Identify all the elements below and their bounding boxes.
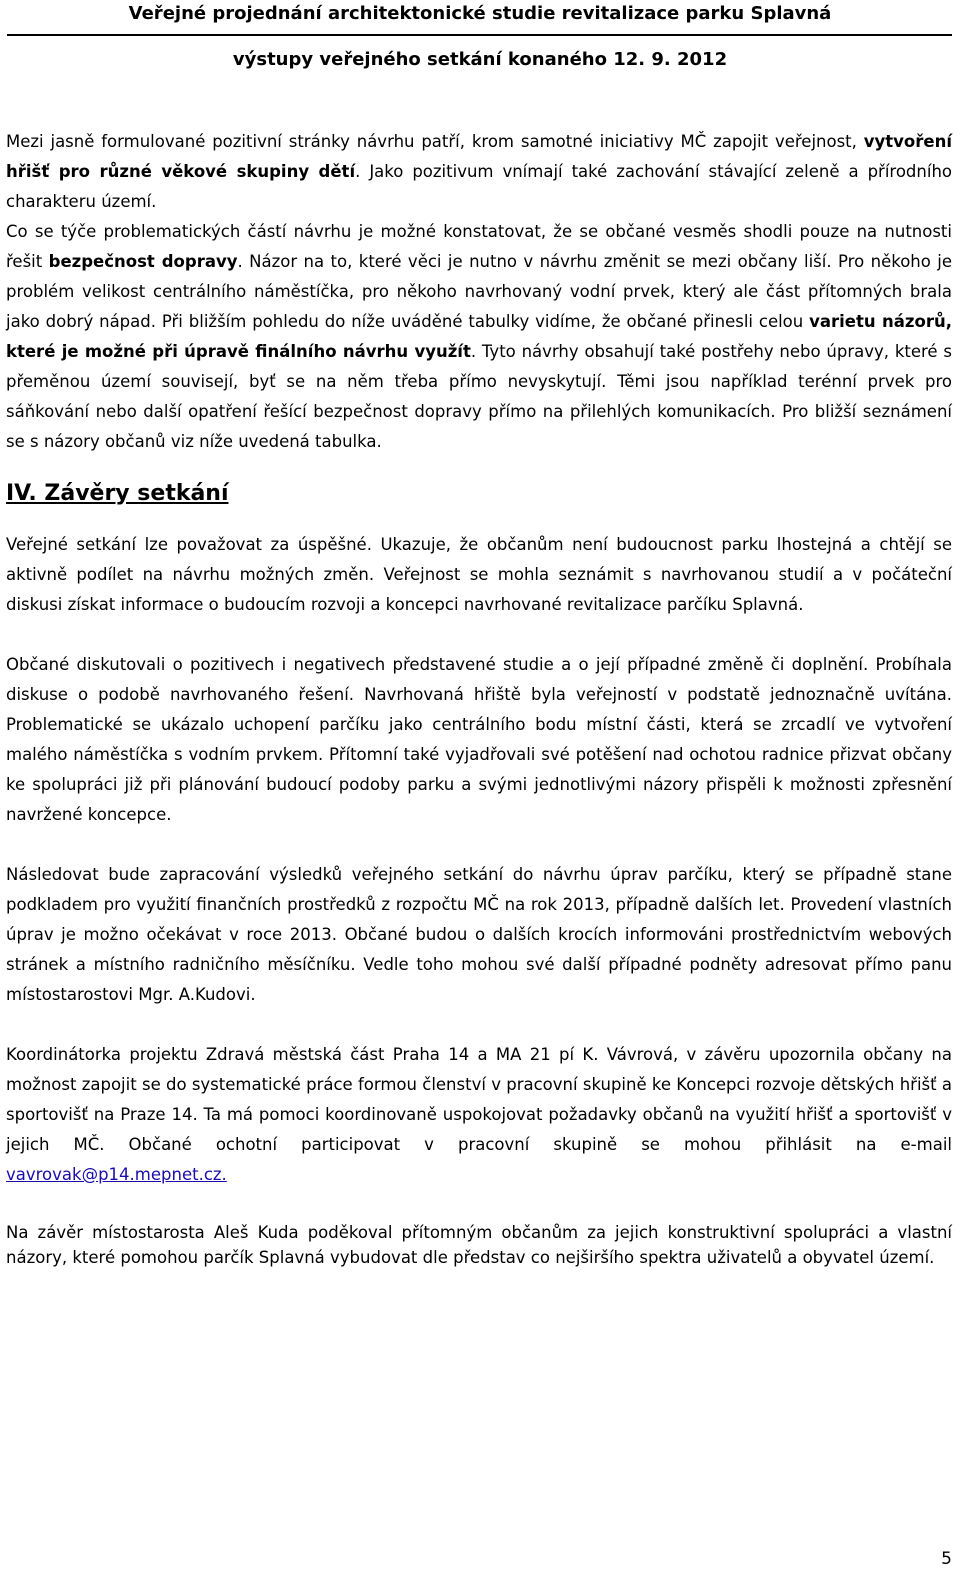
bold-text: bezpečnost dopravy xyxy=(48,252,238,271)
document-body xyxy=(6,127,952,1270)
paragraph-discussion: Občané diskutovali o pozitivech i negativech představené studie a o její případné změně či doplnění. Probíhala diskuse o podobě navrhovaného řešení. Navrhovaná hřiště byla veřejností v podstatě jednoznačně uvítána. Problematické se ukázalo uchopení parčíku jako centrálního bodu místní části, která se zrcadlí ve vytvoření malého náměstíčka s vodním prvkem. Přítomní také vyjadřovali své potěšení nad ochotou radnice přizvat občany ke spolupráci již při plánování budoucí podoby parku a svými jednotlivými názory přispěli k možnosti zpřesnění navržené koncepce. xyxy=(6,655,952,824)
paragraph-gap xyxy=(6,620,952,650)
paragraph-gap xyxy=(6,830,952,860)
paragraph-problems xyxy=(6,217,952,457)
text-span: . Jako pozitivum vnímají také zachování stávající zeleně a přírodního charakteru území. xyxy=(6,162,952,211)
section-heading: IV. Závěry setkání xyxy=(6,481,229,506)
page-number: 5 xyxy=(941,1549,952,1569)
paragraph-next-steps: Následovat bude zapracování výsledků veřejného setkání do návrhu úprav parčíku, který se případně stane podkladem pro využití finančních prostředků z rozpočtu MČ na rok 2013, případně dalších let. Provedení vlastních úprav je možno očekávat v roce 2013. Občané budou o dalších krocích informováni prostřednictvím webových stránek a místního radničního měsíčníku. Vedle toho mohou své další případné podněty adresovat přímo panu místostarostovi Mgr. A.Kudovi. xyxy=(6,865,952,1004)
bold-text: varietu názorů, které je možné při úpravě finálního návrhu využít xyxy=(6,312,952,361)
paragraph-coordinator xyxy=(6,1040,952,1190)
paragraph-gap xyxy=(6,1010,952,1040)
paragraph-positives xyxy=(6,127,952,217)
email-link[interactable]: vavrovak@p14.mepnet.cz. xyxy=(6,1165,227,1184)
text-span: Co se týče problematických částí návrhu je možné konstatovat, že se občané vesměs shodli pouze na nutnosti řešit xyxy=(6,222,952,271)
document-title: Veřejné projednání architektonické studie revitalizace parku Splavná xyxy=(128,3,832,24)
text-span: . Názor na to, které věci je nutno v návrhu změnit se mezi občany liší. Pro někoho je problém velikost centrálního náměstíčka, pro někoho navrhovaný vodní prvek, který ale část přítomných brala jako dobrý nápad. Při bližším pohledu do níže uváděné tabulky vidíme, že občané přinesli celou xyxy=(6,252,952,331)
text-span: Koordinátorka projektu Zdravá městská část Praha 14 a MA 21 pí K. Vávrová, v závěru upozornila občany na možnost zapojit se do systematické práce formou členství v pracovní skupině ke Koncepci rozvoje dětských hřišť a sportovišť na Praze 14. Ta má pomoci koordinovaně uspokojovat požadavky občanů na využití hřišť a sportovišť v jejich MČ. Občané ochotní participovat v pracovní skupině se mohou přihlásit na e-mail xyxy=(6,1045,952,1154)
text-span: Mezi jasně formulované pozitivní stránky návrhu patří, krom samotné iniciativy MČ zapojit veřejnost, xyxy=(6,132,864,151)
text-span: . Tyto návrhy obsahují také postřehy nebo úpravy, které s přeměnou území souvisejí, byť se na něm třeba přímo nevyskytují. Těmi jsou například terénní prvek pro sáňkování nebo další opatření řešící bezpečnost dopravy přímo na přilehlých komunikacích. Pro bližší seznámení se s názory občanů viz níže uvedená tabulka. xyxy=(6,342,952,451)
document-subtitle: výstupy veřejného setkání konaného 12. 9. 2012 xyxy=(232,49,728,70)
paragraph-closing: Na závěr místostarosta Aleš Kuda poděkoval přítomným občanům za jejich konstruktivní spolupráci a vlastní názory, které pomohou parčík Splavná vybudovat dle představ co nejširšího spektra uživatelů a obyvatel území. xyxy=(6,1223,952,1267)
paragraph-success: Veřejné setkání lze považovat za úspěšné. Ukazuje, že občanům není budoucnost parku lhostejná a chtějí se aktivně podílet na návrhu možných změn. Veřejnost se mohla seznámit s navrhovanou studií a v počáteční diskusi získat informace o budoucím rozvoji a koncepci navrhované revitalizace parčíku Splavná. xyxy=(6,535,952,614)
header-rule xyxy=(7,34,952,36)
paragraph-gap xyxy=(6,1190,952,1220)
bold-text: vytvoření hřišť pro různé věkové skupiny dětí xyxy=(6,132,952,181)
